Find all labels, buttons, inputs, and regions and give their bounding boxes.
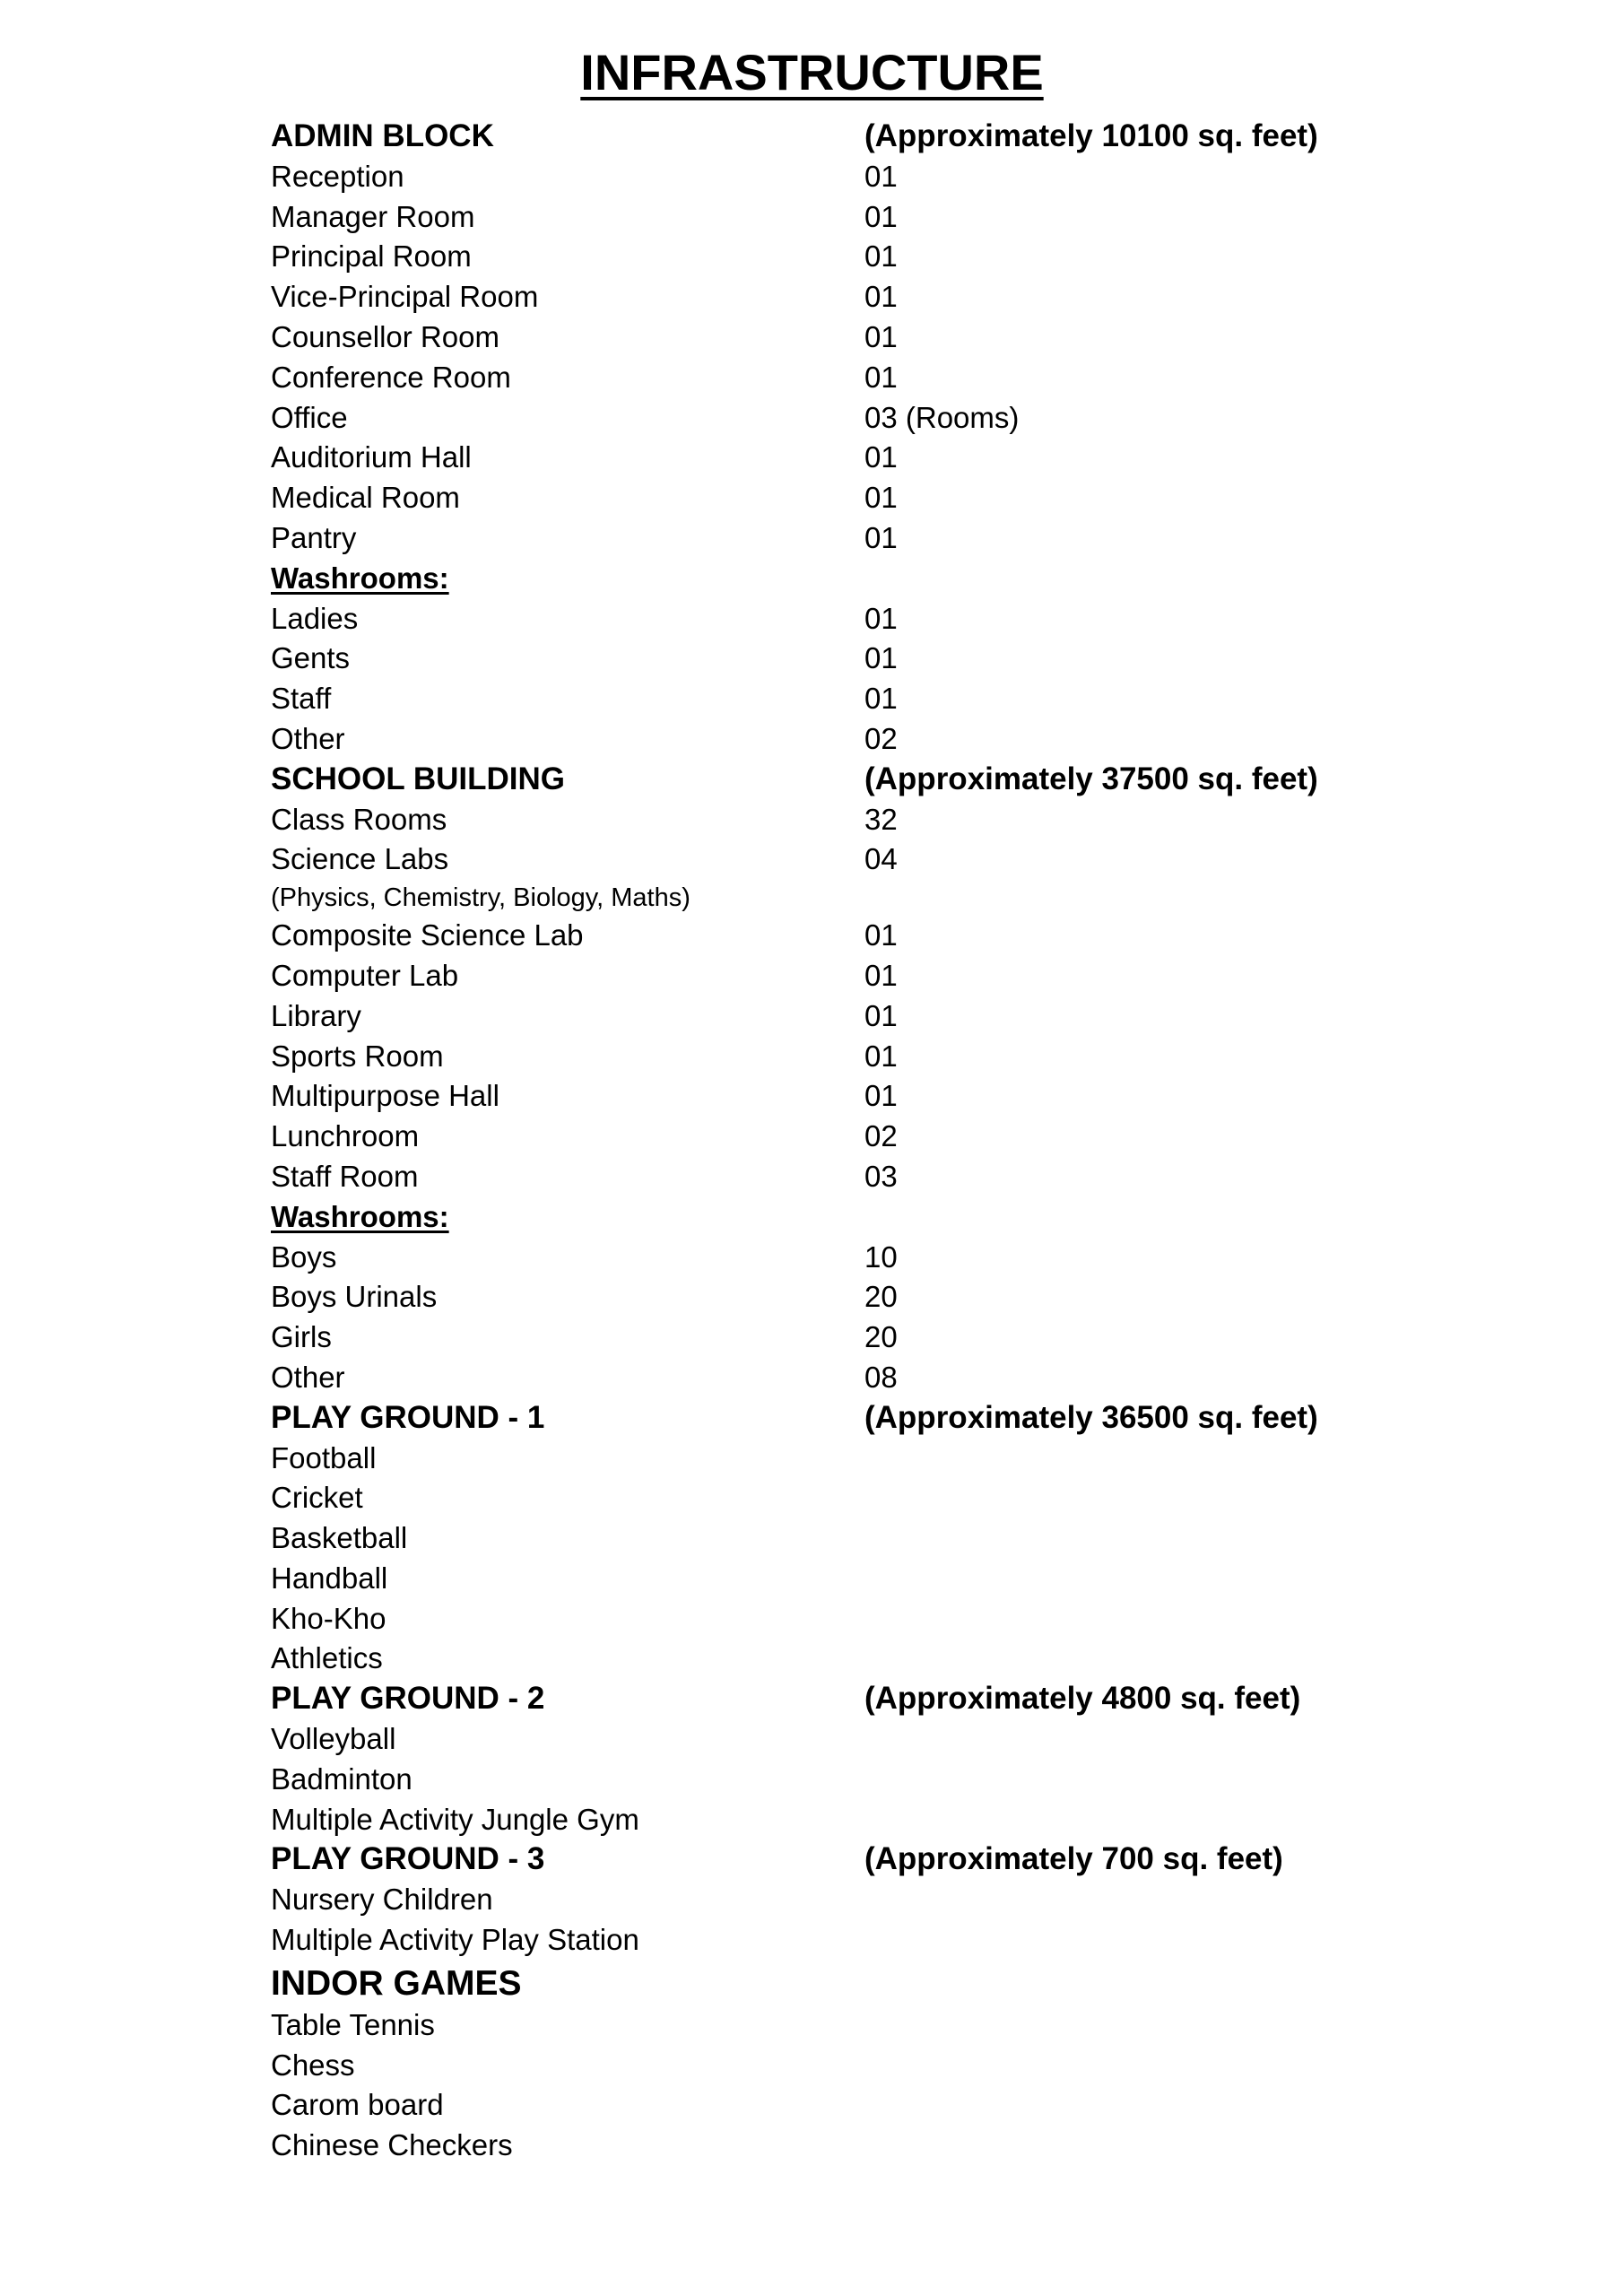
row-label: Science Labs <box>271 842 449 876</box>
row-label: PLAY GROUND - 2 <box>271 1681 545 1717</box>
list-item <box>271 2005 1437 2046</box>
row-label: Multipurpose Hall <box>271 1079 499 1113</box>
row-label: Auditorium Hall <box>271 440 472 474</box>
row-label: Chess <box>271 2048 355 2082</box>
list-item <box>271 1318 1437 1358</box>
row-count: 01 <box>864 360 898 394</box>
row-label: Multiple Activity Jungle Gym <box>271 1802 639 1836</box>
row-count: 01 <box>864 1079 898 1113</box>
list-item <box>271 1157 1437 1197</box>
row-count: 03 (Rooms) <box>864 400 1020 434</box>
list-item <box>271 317 1437 358</box>
row-count: 01 <box>864 199 898 233</box>
row-count: 01 <box>864 601 898 635</box>
row-label: Manager Room <box>271 199 475 233</box>
row-label: PLAY GROUND - 1 <box>271 1399 545 1435</box>
row-label: SCHOOL BUILDING <box>271 761 565 796</box>
row-label: Boys Urinals <box>271 1280 438 1314</box>
list-item <box>271 996 1437 1037</box>
section-heading <box>271 760 1437 800</box>
list-item <box>271 1880 1437 1920</box>
section-area: (Approximately 700 sq. feet) <box>864 1841 1283 1877</box>
section-area: (Approximately 10100 sq. feet) <box>864 118 1318 153</box>
list-item <box>271 2046 1437 2086</box>
row-label: Composite Science Lab <box>271 918 584 952</box>
row-label: Football <box>271 1440 377 1474</box>
row-count: 20 <box>864 1320 898 1354</box>
list-item <box>271 518 1437 559</box>
row-label: (Physics, Chemistry, Biology, Maths) <box>271 883 690 913</box>
list-item <box>271 438 1437 478</box>
list-item <box>271 1920 1437 1961</box>
list-item <box>271 1719 1437 1760</box>
list-item <box>271 2085 1437 2126</box>
row-label: Athletics <box>271 1641 383 1675</box>
row-count: 01 <box>864 918 898 952</box>
row-label: Principal Room <box>271 239 472 274</box>
list-item <box>271 839 1437 880</box>
list-item <box>271 1478 1437 1518</box>
list-item <box>271 1076 1437 1117</box>
list-item <box>271 1599 1437 1639</box>
section-heading <box>271 1679 1437 1719</box>
row-label: Computer Lab <box>271 958 459 992</box>
section-heading <box>271 1839 1437 1880</box>
row-label: Other <box>271 1360 345 1394</box>
list-item <box>271 197 1437 238</box>
row-count: 01 <box>864 481 898 515</box>
row-count: 08 <box>864 1360 898 1394</box>
list-item <box>271 800 1437 840</box>
section-area: (Approximately 4800 sq. feet) <box>864 1681 1301 1717</box>
row-count: 01 <box>864 1039 898 1073</box>
row-label: Badminton <box>271 1761 413 1796</box>
row-label: Girls <box>271 1320 332 1354</box>
list-item <box>271 1117 1437 1157</box>
section-heading <box>271 117 1437 157</box>
row-label: Table Tennis <box>271 2007 435 2041</box>
row-count: 01 <box>864 319 898 353</box>
row-label: Staff Room <box>271 1159 419 1193</box>
list-item <box>271 1760 1437 1800</box>
row-label: Medical Room <box>271 481 460 515</box>
list-item <box>271 2126 1437 2166</box>
row-label: Staff <box>271 682 332 716</box>
row-label: Handball <box>271 1561 388 1595</box>
row-count: 01 <box>864 641 898 675</box>
row-count: 01 <box>864 958 898 992</box>
subsection-heading <box>271 559 1437 599</box>
row-count: 01 <box>864 159 898 193</box>
row-count: 01 <box>864 682 898 716</box>
row-label: Ladies <box>271 601 359 635</box>
list-item <box>271 1277 1437 1318</box>
row-label: Washrooms: <box>271 561 449 595</box>
list-item <box>271 1559 1437 1599</box>
row-count: 01 <box>864 520 898 554</box>
section-heading <box>271 1398 1437 1439</box>
row-label: Library <box>271 998 361 1032</box>
list-item <box>271 1518 1437 1559</box>
row-label: Chinese Checkers <box>271 2128 513 2162</box>
section-area: (Approximately 36500 sq. feet) <box>864 1399 1318 1435</box>
list-item <box>271 679 1437 719</box>
row-label: INDOR GAMES <box>271 1963 522 2003</box>
row-label: Gents <box>271 641 351 675</box>
list-item <box>271 916 1437 956</box>
row-count: 04 <box>864 842 898 876</box>
row-label: Conference Room <box>271 360 511 394</box>
row-label: ADMIN BLOCK <box>271 118 494 153</box>
list-item <box>271 1358 1437 1398</box>
row-label: Nursery Children <box>271 1883 493 1917</box>
row-label: Volleyball <box>271 1722 396 1756</box>
row-label: Carom board <box>271 2088 444 2122</box>
list-item <box>271 237 1437 277</box>
row-label: Vice-Principal Room <box>271 280 539 314</box>
row-label: Lunchroom <box>271 1119 420 1153</box>
row-label: Boys <box>271 1239 337 1274</box>
list-item <box>271 1238 1437 1278</box>
row-count: 03 <box>864 1159 898 1193</box>
row-count: 01 <box>864 998 898 1032</box>
list-item <box>271 277 1437 317</box>
subsection-heading <box>271 1197 1437 1238</box>
row-count: 20 <box>864 1280 898 1314</box>
list-note <box>271 880 1437 916</box>
row-label: Washrooms: <box>271 1199 449 1233</box>
list-item <box>271 478 1437 518</box>
infrastructure-list <box>271 117 1437 2166</box>
row-count: 32 <box>864 802 898 836</box>
row-label: PLAY GROUND - 3 <box>271 1841 545 1877</box>
list-item <box>271 1439 1437 1479</box>
list-item <box>271 639 1437 679</box>
row-count: 01 <box>864 280 898 314</box>
row-label: Basketball <box>271 1521 408 1555</box>
list-item <box>271 956 1437 996</box>
row-count: 02 <box>864 721 898 755</box>
list-item <box>271 157 1437 197</box>
list-item <box>271 358 1437 398</box>
section-area: (Approximately 37500 sq. feet) <box>864 761 1318 796</box>
list-item <box>271 599 1437 639</box>
row-label: Reception <box>271 159 404 193</box>
row-count: 01 <box>864 239 898 274</box>
row-label: Multiple Activity Play Station <box>271 1923 639 1957</box>
row-count: 10 <box>864 1239 898 1274</box>
list-item <box>271 1639 1437 1679</box>
row-label: Other <box>271 721 345 755</box>
list-item <box>271 398 1437 439</box>
row-label: Class Rooms <box>271 802 447 836</box>
row-label: Counsellor Room <box>271 319 499 353</box>
row-label: Sports Room <box>271 1039 444 1073</box>
row-label: Cricket <box>271 1481 363 1515</box>
list-item <box>271 719 1437 760</box>
row-label: Kho-Kho <box>271 1601 386 1635</box>
page-title: INFRASTRUCTURE <box>580 44 1044 100</box>
list-item <box>271 1037 1437 1077</box>
list-item <box>271 1800 1437 1840</box>
row-label: Pantry <box>271 520 357 554</box>
row-label: Office <box>271 400 348 434</box>
row-count: 02 <box>864 1119 898 1153</box>
section-heading <box>271 1961 1437 2005</box>
row-count: 01 <box>864 440 898 474</box>
